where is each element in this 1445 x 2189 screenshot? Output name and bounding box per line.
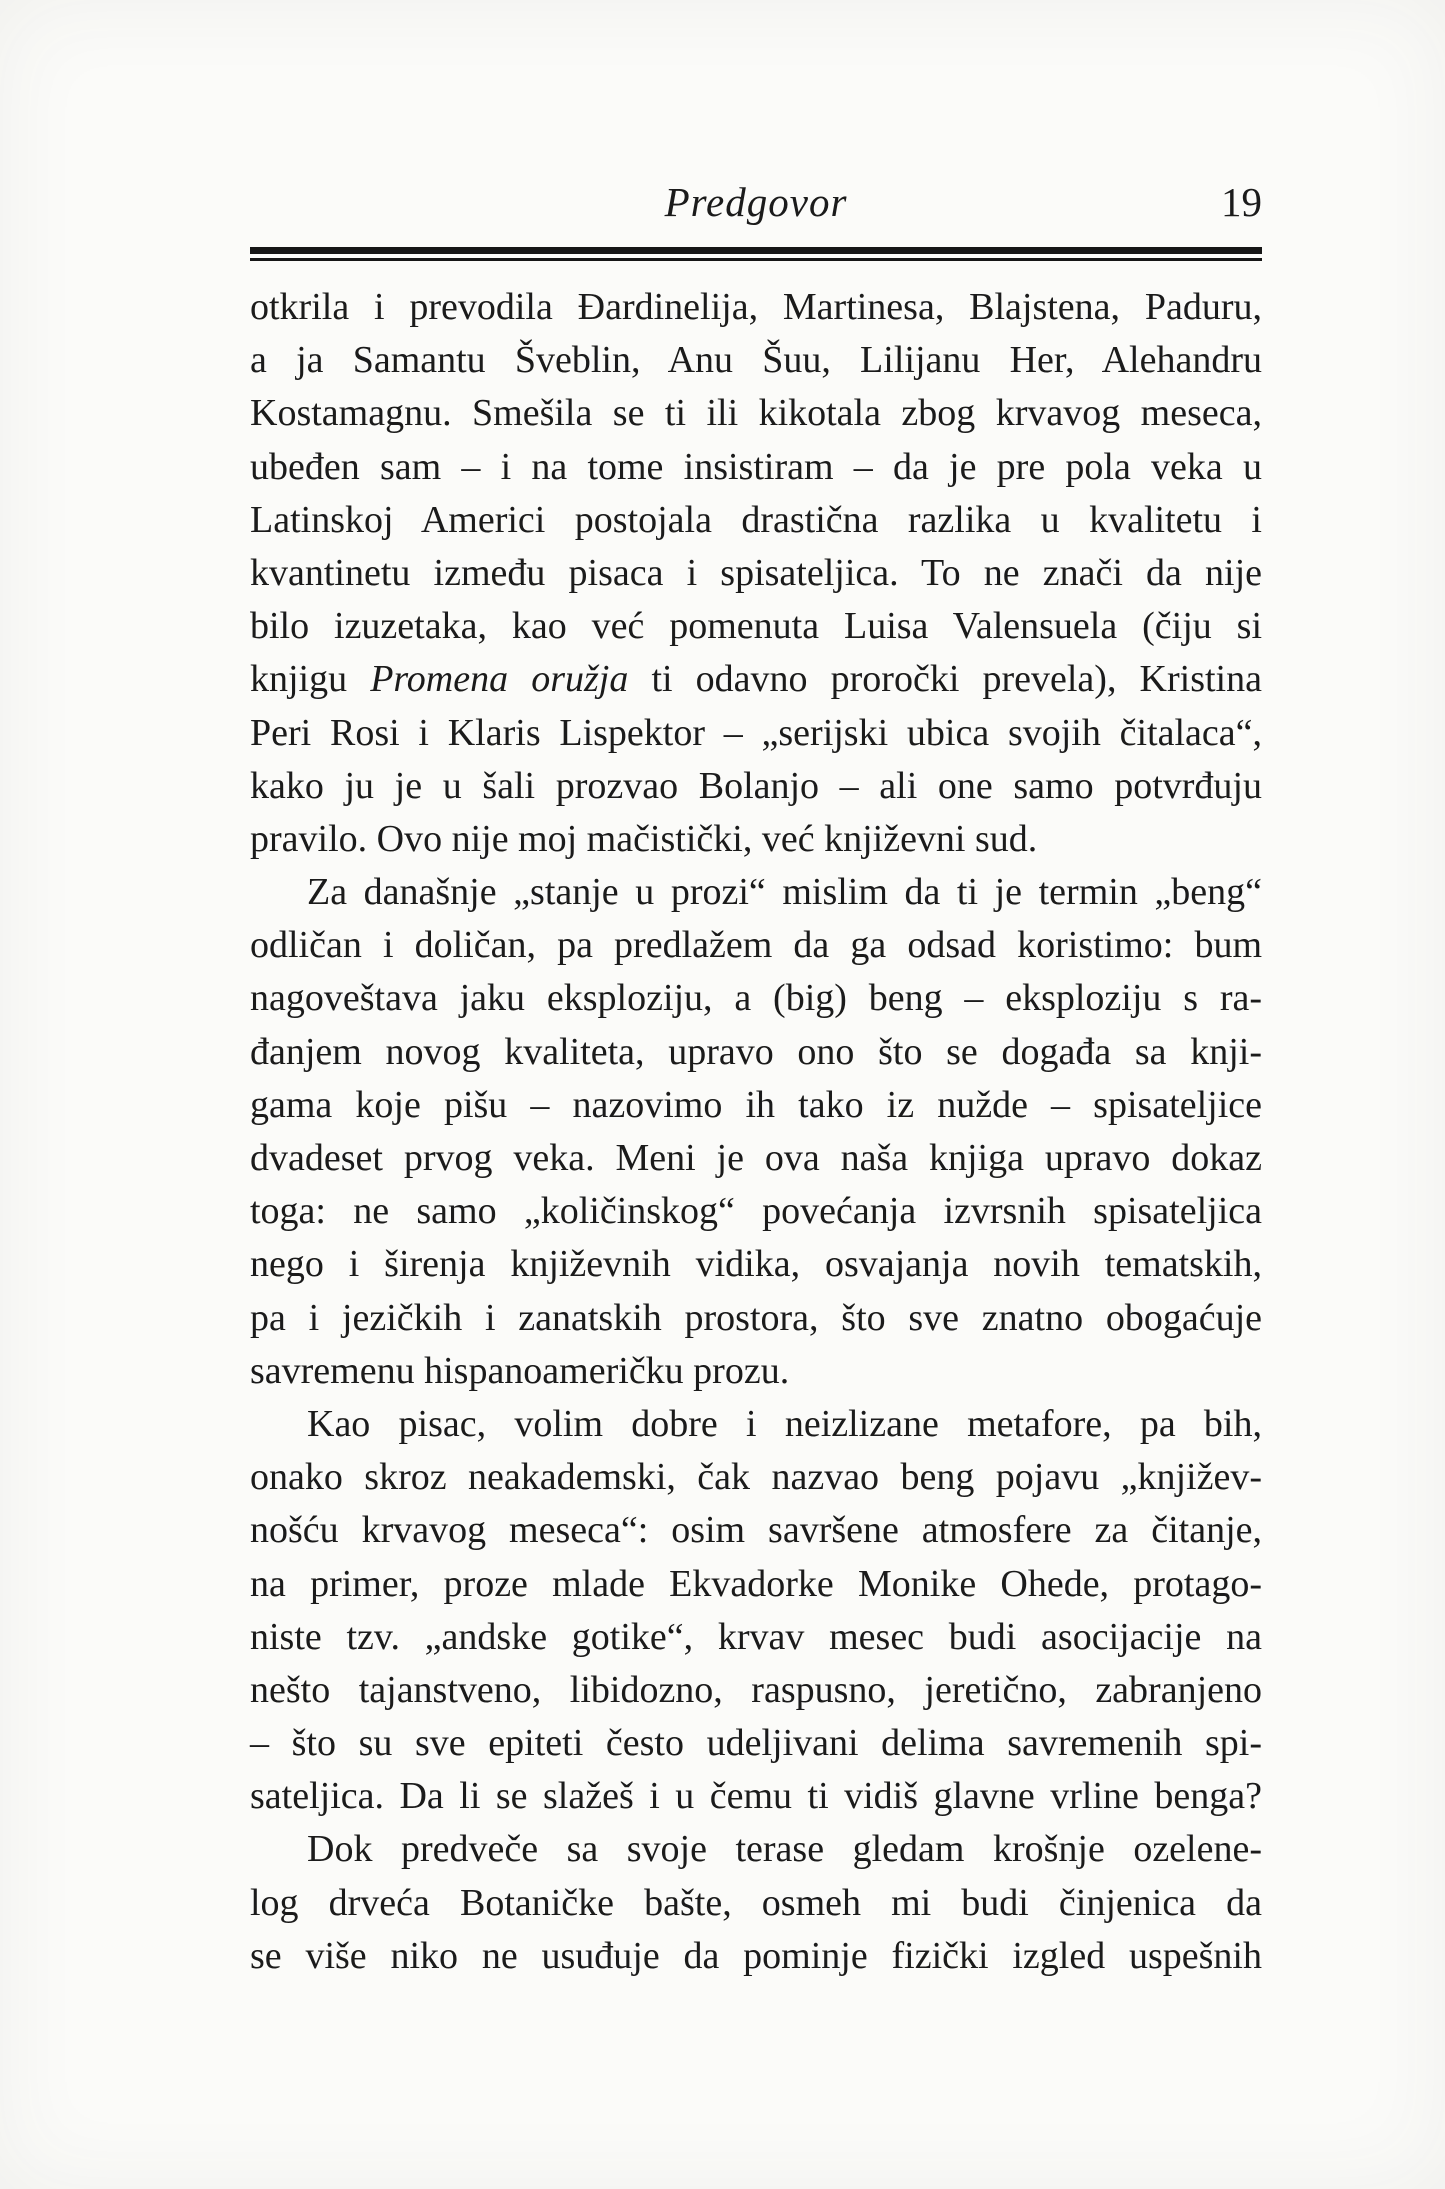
text-line [250, 1877, 1262, 1930]
text-line-content: – što su sve epiteti često udeljivani delima savremenih spi- [250, 1722, 1262, 1765]
text-line-content: otkrila i prevodila Đardinelija, Martinesa, Blajstena, Paduru, [250, 286, 1262, 328]
header-rule [250, 247, 1262, 261]
text-line [250, 813, 1262, 866]
text-line [250, 1345, 1262, 1398]
book-title-italic: Promena oružja [370, 658, 629, 701]
text-line-content: niste tzv. „andske gotike“, krvav mesec budi asocijacije na [250, 1615, 1262, 1658]
text-line [250, 1185, 1262, 1238]
text-line [250, 1026, 1262, 1079]
text-line-content: a ja Samantu Šveblin, Anu Šuu, Lilijanu Her, Alehandru [250, 339, 1262, 382]
text-line [250, 972, 1262, 1025]
text-line [250, 1079, 1262, 1132]
text-line [250, 1611, 1262, 1664]
text-line [250, 1451, 1262, 1504]
text-line-content: Dok predveče sa svoje terase gledam krošnje ozelene- [307, 1828, 1262, 1871]
text-line-content: Kostamagnu. Smešila se ti ili kikotala zbog krvavog meseca, [250, 392, 1262, 435]
text-line-content: Peri Rosi i Klaris Lispektor – „serijski ubica svojih čitalaca“, [250, 711, 1262, 754]
text-line-content: se više niko ne usuđuje da pominje fizički izgled uspešnih [250, 1934, 1262, 1977]
text-line-content: Latinskoj Americi postojala drastična razlika u kvalitetu i [250, 498, 1262, 541]
text-line-content: nošću krvavog meseca“: osim savršene atmosfere za čitanje, [250, 1509, 1262, 1552]
text-line [250, 547, 1262, 600]
text-line [250, 1930, 1262, 1983]
text-line-content: pravilo. Ovo nije moj mačistički, već književni sud. [250, 817, 1038, 860]
text-line [250, 1132, 1262, 1185]
text-line-content: Za današnje „stanje u prozi“ mislim da ti je termin „beng“ [307, 871, 1262, 914]
text-line [250, 1664, 1262, 1717]
text-line-content: knjigu Promena oružja ti odavno proročki prevela), Kristina [250, 658, 1262, 701]
text-line-content: đanjem novog kvaliteta, upravo ono što se događa sa knji- [250, 1030, 1262, 1073]
text-line [250, 653, 1262, 706]
text-line [250, 1238, 1262, 1291]
text-line [250, 334, 1262, 387]
text-line [250, 494, 1262, 547]
text-line [250, 866, 1262, 919]
text-line-content: log drveća Botaničke bašte, osmeh mi budi činjenica da [250, 1881, 1262, 1924]
text-line [250, 1823, 1262, 1876]
text-line-content: kvantinetu između pisaca i spisateljica. To ne znači da nije [250, 551, 1262, 594]
text-line [250, 281, 1262, 334]
text-line [250, 1398, 1262, 1451]
running-header [250, 181, 1262, 223]
body-text [250, 281, 1262, 1983]
text-line [250, 441, 1262, 494]
text-line-content: nešto tajanstveno, libidozno, raspusno, jeretično, zabranjeno [250, 1668, 1262, 1711]
text-line-content: Kao pisac, volim dobre i neizlizane metafore, pa bih, [307, 1402, 1262, 1445]
text-line-content: dvadeset prvog veka. Meni je ova naša knjiga upravo dokaz [250, 1137, 1262, 1179]
text-line-content: kako ju je u šali prozvao Bolanjo – ali one samo potvrđuju [250, 764, 1262, 807]
text-line [250, 1558, 1262, 1611]
text-line-content: ubeđen sam – i na tome insistiram – da je pre pola veka u [250, 445, 1262, 488]
text-line [250, 919, 1262, 972]
page-number: 19 [1221, 179, 1262, 225]
text-line-content: bilo izuzetaka, kao već pomenuta Luisa Valensuela (čiju si [250, 605, 1262, 648]
text-line-content: gama koje pišu – nazovimo ih tako iz nužde – spisateljice [250, 1083, 1262, 1126]
text-line [250, 1770, 1262, 1823]
text-line-content: nagoveštava jaku eksploziju, a (big) beng – eksploziju s ra- [250, 977, 1262, 1020]
text-line-content: odličan i doličan, pa predlažem da ga odsad koristimo: bum [250, 924, 1262, 967]
text-line [250, 1717, 1262, 1770]
text-line-content: pa i jezičkih i zanatskih prostora, što sve znatno obogaćuje [250, 1296, 1262, 1339]
text-line [250, 707, 1262, 760]
text-line [250, 600, 1262, 653]
page-title: Predgovor [664, 179, 848, 225]
text-line [250, 387, 1262, 440]
text-line-content: toga: ne samo „količinskog“ povećanja izvrsnih spisateljica [250, 1190, 1262, 1233]
text-line-content: savremenu hispanoameričku prozu. [250, 1349, 790, 1392]
text-line-content: sateljica. Da li se slažeš i u čemu ti vidiš glavne vrline benga? [250, 1775, 1262, 1818]
text-line-content: onako skroz neakademski, čak nazvao beng pojavu „književ- [250, 1456, 1262, 1499]
text-line-content: nego i širenja književnih vidika, osvajanja novih tematskih, [250, 1243, 1262, 1286]
text-line [250, 1292, 1262, 1345]
text-line [250, 760, 1262, 813]
text-line-content: na primer, proze mlade Ekvadorke Monike Ohede, protago- [250, 1562, 1262, 1605]
text-line [250, 1504, 1262, 1557]
